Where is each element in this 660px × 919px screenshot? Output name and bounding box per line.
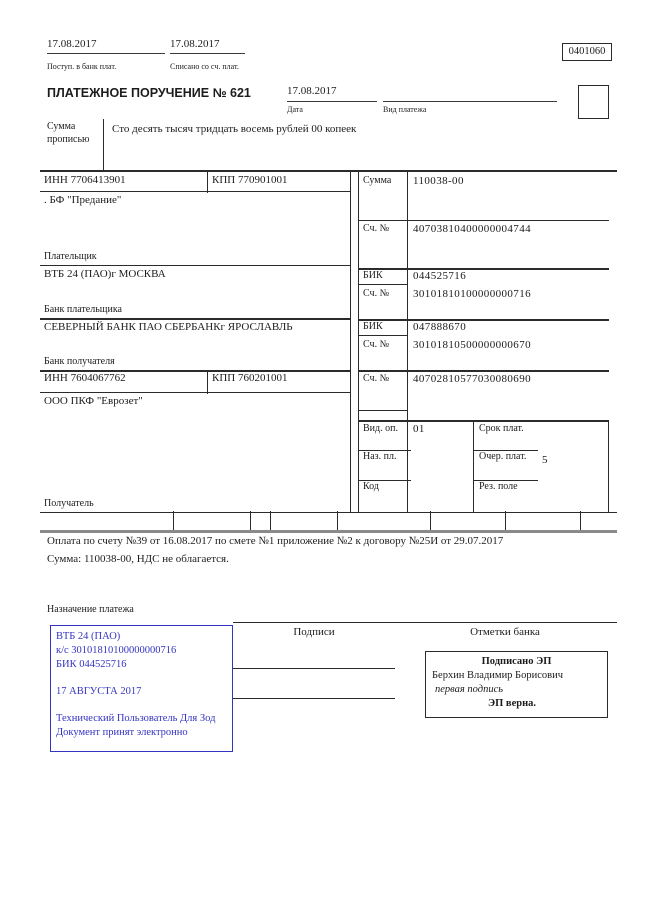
payer-account-row xyxy=(359,220,609,270)
divider-line xyxy=(250,511,251,530)
bank-marks-label: Отметки банка xyxy=(470,626,540,638)
received-date-label: Поступ. в банк плат. xyxy=(47,62,117,71)
purpose-label: Назначение платежа xyxy=(47,604,134,615)
op-kind-label-cell: Вид. оп. xyxy=(359,420,411,451)
amount-words-value: Сто десять тысяч тридцать восемь рублей 00 копеек xyxy=(112,123,357,135)
divider-line xyxy=(505,511,506,530)
priority-label-cell: Очер. плат. xyxy=(474,448,538,481)
payer-bank-account-label: Сч. № xyxy=(363,288,390,299)
payer-bank-account-value: 30101810100000000716 xyxy=(413,288,531,300)
payee-inn-cell: ИНН 7604067762 xyxy=(44,372,126,384)
payer-account-label: Сч. № xyxy=(363,223,390,234)
op-kind-value-cell xyxy=(407,420,474,512)
signature-line xyxy=(233,667,395,669)
amount-words-label: Сумма прописью xyxy=(47,121,90,145)
bik-label-cell xyxy=(359,319,407,336)
payee-bank-bik-value: 047888670 xyxy=(413,321,467,333)
payer-bank-name: ВТБ 24 (ПАО)г МОСКВА xyxy=(44,268,166,280)
debited-date-label: Списано со сч. плат. xyxy=(170,62,239,71)
bank-stamp xyxy=(50,625,233,752)
payee-account-row xyxy=(359,370,609,422)
esign-box xyxy=(425,651,608,718)
amount-label: Сумма xyxy=(363,175,392,186)
payee-bank-name: СЕВЕРНЫЙ БАНК ПАО СБЕРБАНКг ЯРОСЛАВЛЬ xyxy=(44,321,293,333)
account-label-cell xyxy=(359,370,407,411)
priority-value-cell xyxy=(534,420,609,512)
stamp-date: 17 АВГУСТА 2017 xyxy=(56,686,142,697)
op-kind-value: 01 xyxy=(413,423,425,435)
amount-value: 110038-00 xyxy=(413,175,464,187)
payee-row xyxy=(40,392,350,512)
esign-signature-kind: первая подпись xyxy=(435,684,504,695)
payment-kind-box xyxy=(578,85,609,119)
payer-name: . БФ "Предание" xyxy=(44,194,122,206)
stamp-bik: БИК 044525716 xyxy=(56,659,127,670)
amount-row xyxy=(359,172,609,221)
payee-bank-row xyxy=(40,318,350,372)
code-label-cell: Код xyxy=(363,481,379,492)
priority-value: 5 xyxy=(542,454,548,466)
debited-date-field xyxy=(170,38,245,54)
payer-bank-bik-label: БИК xyxy=(363,270,383,281)
esign-signer: Берхин Владимир Борисович xyxy=(432,670,563,681)
payer-section-label: Плательщик xyxy=(44,250,97,262)
bik-label-cell xyxy=(359,268,407,285)
esign-verified: ЭП верна. xyxy=(488,698,537,709)
reserve-label-cell: Рез. поле xyxy=(479,481,518,492)
payee-name: ООО ПКФ "Еврозет" xyxy=(44,395,143,407)
doc-date-field xyxy=(287,85,377,102)
stamp-bank-name: ВТБ 24 (ПАО) xyxy=(56,631,121,642)
esign-title: Подписано ЭП xyxy=(481,656,552,667)
payer-bank-section-label: Банк плательщика xyxy=(44,303,122,315)
stamp-corr-account: к/с 30101810100000000716 xyxy=(56,645,177,656)
payer-bank-bik-row xyxy=(359,268,609,285)
received-date-field xyxy=(47,38,165,54)
left-section xyxy=(40,172,351,512)
payee-inn-kpp-row xyxy=(40,370,350,393)
divider-line xyxy=(337,511,338,530)
amount-words-cell xyxy=(103,119,614,170)
payer-bank-row xyxy=(40,265,350,320)
payee-bank-account-label: Сч. № xyxy=(363,339,390,350)
document-title: ПЛАТЕЖНОЕ ПОРУЧЕНИЕ № 621 xyxy=(47,86,251,100)
debited-date: 17.08.2017 xyxy=(170,38,220,50)
divider-line xyxy=(430,511,431,530)
pay-term-label-cell: Срок плат. xyxy=(474,420,538,451)
divider-line xyxy=(233,622,617,623)
payer-bank-bik-value: 044525716 xyxy=(413,270,467,282)
right-section xyxy=(358,172,609,512)
payee-account-value: 40702810577030080690 xyxy=(413,373,531,385)
payer-bank-account-row xyxy=(359,285,609,321)
payer-inn-kpp-row xyxy=(40,172,350,192)
payee-bank-account-value: 30101810500000000670 xyxy=(413,339,531,351)
divider-line xyxy=(173,511,174,530)
payer-account-value: 40703810400000004744 xyxy=(413,223,531,235)
signature-line xyxy=(233,697,395,699)
form-code-box: 0401060 xyxy=(562,43,612,61)
payee-bank-account-row xyxy=(359,336,609,372)
stamp-accepted-note: Документ принят электронно xyxy=(56,727,188,738)
payment-kind-field xyxy=(383,85,557,102)
pay-purpose-code-label-cell: Наз. пл. xyxy=(359,448,411,481)
details-subtable xyxy=(359,420,609,512)
payee-section-label: Получатель xyxy=(44,497,94,509)
purpose-line2: Сумма: 110038-00, НДС не облагается. xyxy=(47,553,229,565)
divider-line xyxy=(580,511,581,530)
stamp-user: Технический Пользователь Для Зод xyxy=(56,713,216,724)
purpose-line1: Оплата по счету №39 от 16.08.2017 по смете №1 приложение №2 к договору №25И от 29.07.2017 xyxy=(47,535,504,547)
signatures-label: Подписи xyxy=(293,626,335,638)
doc-date-label: Дата xyxy=(287,105,303,114)
doc-date: 17.08.2017 xyxy=(287,85,337,97)
payer-row xyxy=(40,191,350,266)
received-date: 17.08.2017 xyxy=(47,38,97,50)
payee-account-label: Сч. № xyxy=(363,373,390,384)
payer-inn-cell: ИНН 7706413901 xyxy=(44,174,126,186)
payee-kpp-cell: КПП 760201001 xyxy=(207,370,354,394)
divider-line xyxy=(270,511,271,530)
main-table xyxy=(40,170,617,513)
tax-fields-strip xyxy=(40,511,617,533)
payee-bank-bik-row xyxy=(359,319,609,336)
payment-kind-label: Вид платежа xyxy=(383,105,427,114)
payee-bank-bik-label: БИК xyxy=(363,321,383,332)
payee-bank-section-label: Банк получателя xyxy=(44,355,115,367)
payer-kpp-cell: КПП 770901001 xyxy=(207,172,354,193)
